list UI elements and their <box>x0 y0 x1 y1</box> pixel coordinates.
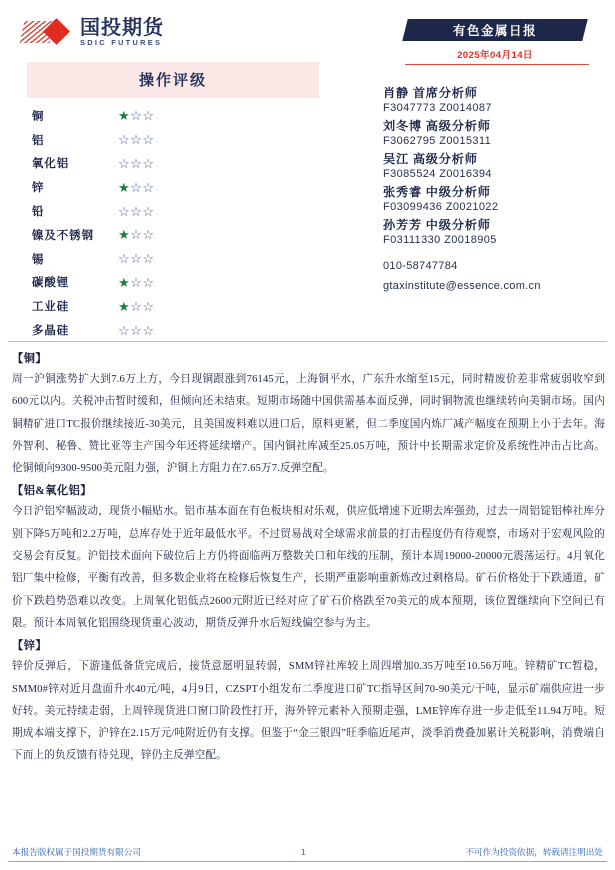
section-heading: 【铝&氧化铝】 <box>12 485 92 498</box>
star-filled-icon: ★ <box>118 274 131 290</box>
logo-text <box>80 18 164 46</box>
star-empty-icon: ☆ <box>142 298 155 314</box>
rating-metal-name: 工业硅 <box>32 301 70 314</box>
rating-row <box>27 175 319 199</box>
rating-metal-name: 多晶硅 <box>32 325 70 338</box>
section-paragraph: 锌价反弹后，下游逢低备货完成后，接货意愿明显转弱，SMM锌社库较上周四增加0.35万吨至10.56万吨。锌精矿TC暂稳，SMM0#锌对近月盘面升水40元/吨，4月9日，CZSPT小组发布二季度进口矿TC指导区间70-90美元/干吨，显示矿端供应进一步好转。美元持续走弱，上周锌现货进口窗口阶段性打开，海外锌元素补入预期走强，LME锌库存进一步走低至11.94万吨。短期成本端支撑下，沪锌在2.15万元/吨附近仍有支撑。但鉴于“金三银四”旺季临近尾声，淡季消费叠加累计关税影响，消费端自下而上的负反馈有待兑现，锌仍主反弹空配。 <box>12 661 605 762</box>
analyst-name: 吴江 高级分析师 <box>383 152 478 166</box>
star-empty-icon: ☆ <box>130 322 143 338</box>
analyst-license-code: F03099436 Z0021022 <box>383 201 499 213</box>
rating-metal-name: 锌 <box>32 182 45 195</box>
star-empty-icon: ☆ <box>142 155 155 171</box>
star-empty-icon: ☆ <box>142 251 155 267</box>
star-empty-icon: ☆ <box>118 322 131 338</box>
analyst-license-code: F3085524 Z0016394 <box>383 168 492 180</box>
star-empty-icon: ☆ <box>130 179 143 195</box>
star-empty-icon: ☆ <box>130 274 143 290</box>
footer-divider <box>8 861 607 862</box>
star-filled-icon: ★ <box>118 179 131 195</box>
rating-stars <box>118 300 154 313</box>
star-empty-icon: ☆ <box>142 132 155 148</box>
header-divider <box>8 341 607 342</box>
rating-metal-name: 锡 <box>32 253 45 266</box>
star-empty-icon: ☆ <box>142 179 155 195</box>
report-title: 有色金属日报 <box>452 24 537 38</box>
star-filled-icon: ★ <box>118 298 131 314</box>
star-empty-icon: ☆ <box>130 203 143 219</box>
analyst-name: 孙芳芳 中级分析师 <box>383 218 491 232</box>
rating-stars <box>118 133 154 146</box>
report-section <box>12 350 605 480</box>
footer-page-number: 1 <box>300 847 306 857</box>
rating-stars <box>118 276 154 289</box>
rating-row-list <box>27 104 319 342</box>
contact-email[interactable]: gtaxinstitute@essence.com.cn <box>383 280 541 292</box>
analyst-contact-block <box>383 82 615 292</box>
rating-stars <box>118 181 154 194</box>
analyst-name: 张秀睿 中级分析师 <box>383 185 491 199</box>
footer-copyright: 本报告版权属于国投期货有限公司 <box>12 847 141 857</box>
analyst-license-code: F3062795 Z0015311 <box>383 135 492 147</box>
report-section <box>12 637 605 767</box>
logo-name-cn: 国投期货 <box>80 17 164 39</box>
report-section <box>12 482 605 635</box>
star-filled-icon: ★ <box>118 108 131 124</box>
star-empty-icon: ☆ <box>130 251 143 267</box>
analyst-license-code: F3047773 Z0014087 <box>383 102 492 114</box>
rating-stars <box>118 109 154 122</box>
star-empty-icon: ☆ <box>130 227 143 243</box>
report-date: 2025年04月14日 <box>457 50 533 61</box>
analyst-list <box>383 84 615 246</box>
rating-stars <box>118 228 154 241</box>
star-empty-icon: ☆ <box>130 298 143 314</box>
rating-row <box>27 271 319 295</box>
star-empty-icon: ☆ <box>142 203 155 219</box>
report-title-banner <box>405 19 585 65</box>
star-empty-icon: ☆ <box>118 155 131 171</box>
section-heading: 【锌】 <box>12 640 48 653</box>
rating-row <box>27 247 319 271</box>
contact-phone: 010-58747784 <box>383 260 458 272</box>
rating-stars <box>118 157 154 170</box>
star-empty-icon: ☆ <box>130 155 143 171</box>
rating-row <box>27 128 319 152</box>
star-filled-icon: ★ <box>118 227 131 243</box>
banner-shape <box>402 19 587 41</box>
star-empty-icon: ☆ <box>142 108 155 124</box>
banner-right-notch <box>584 19 602 41</box>
analyst-name: 肖静 首席分析师 <box>383 86 478 100</box>
analyst-license-code: F03111330 Z0018905 <box>383 234 497 246</box>
page-footer <box>12 846 603 858</box>
rating-row <box>27 152 319 176</box>
logo-mark-icon <box>22 19 74 45</box>
rating-row <box>27 318 319 342</box>
logo-name-en: SDIC FUTURES <box>80 38 163 47</box>
report-body <box>12 350 605 770</box>
star-empty-icon: ☆ <box>142 322 155 338</box>
section-paragraph: 今日沪铝窄幅波动，现货小幅贴水。铝市基本面在有色板块相对乐观，供应低增速下近期去库强劲，过去一周铝锭铝棒社库分别下降5万吨和2.2万吨，总库存处于近年最低水平。不过贸易战对全球需求前景的打击程度仍有待观察，市场对于宏观风险的交易会有反复。沪铝技术面向下破位后上方仍将面临两万整数关口和年线的压制，预计本周19000-20000元震荡运行。4月氧化铝厂集中检修，平衡有改善，但多数企业将在检修后恢复生产，长期严重影响重新炼改过剩格局。矿石价格处于下跌通道，矿价下跌趋势恐难以改变。上周氧化铝低点2600元附近已经对应了矿石价格跌至70美元的成本预期，该位置继续向下空间已有限。预计本周氧化铝围绕现货重心波动，期货反弹升水后短线偏空参与为主。 <box>12 506 605 629</box>
star-empty-icon: ☆ <box>142 227 155 243</box>
star-empty-icon: ☆ <box>118 203 131 219</box>
page-header <box>0 0 615 62</box>
rating-row <box>27 104 319 128</box>
rating-metal-name: 碳酸锂 <box>32 277 70 290</box>
rating-metal-name: 镍及不锈钢 <box>32 229 94 242</box>
operation-rating-panel <box>27 62 319 342</box>
rating-metal-name: 铝 <box>32 134 45 147</box>
rating-panel-title: 操作评级 <box>27 62 319 98</box>
section-paragraph: 周一沪铜涨势扩大到7.6万上方，今日现铜跟涨到76145元，上海铜平水，广东升水缩至15元，同时精废价差非常疲弱收窄到600元以内。关税冲击暂时缓和，但倾向还未结束。短期市场随中国供需基本面反弹，同时铜物流也继续转向美铜市场。国内铜精矿进口TC报价继续接近-30美元，且美国废料难以进口后，原料更紧，但二季度国内炼厂减产幅度在预期上小于去年。海外智利、秘鲁、赞比亚等主产国今年还将延续增产。国内铜社库减至25.05万吨，预计中长期需求定价及系统性冲击占比高。伦铜倾向9300-9500美元阻力强，沪铜上方阻力在7.65万7.反弹空配。 <box>12 374 605 475</box>
rating-row <box>27 294 319 318</box>
footer-disclaimer: 不可作为投资依据，转载请注明出处 <box>465 847 603 857</box>
rating-metal-name: 铜 <box>32 110 45 123</box>
star-empty-icon: ☆ <box>118 251 131 267</box>
star-empty-icon: ☆ <box>142 274 155 290</box>
analyst-name: 刘冬博 高级分析师 <box>383 119 491 133</box>
rating-stars <box>118 252 154 265</box>
rating-metal-name: 铅 <box>32 206 45 219</box>
rating-stars <box>118 324 154 337</box>
rating-stars <box>118 205 154 218</box>
rating-row <box>27 199 319 223</box>
company-logo <box>22 18 164 46</box>
rating-row <box>27 223 319 247</box>
rating-metal-name: 氧化铝 <box>32 158 70 171</box>
banner-left-notch <box>389 19 407 41</box>
banner-underline <box>405 64 589 65</box>
star-empty-icon: ☆ <box>130 108 143 124</box>
star-empty-icon: ☆ <box>130 132 143 148</box>
section-heading: 【铜】 <box>12 353 48 365</box>
star-empty-icon: ☆ <box>118 132 131 148</box>
